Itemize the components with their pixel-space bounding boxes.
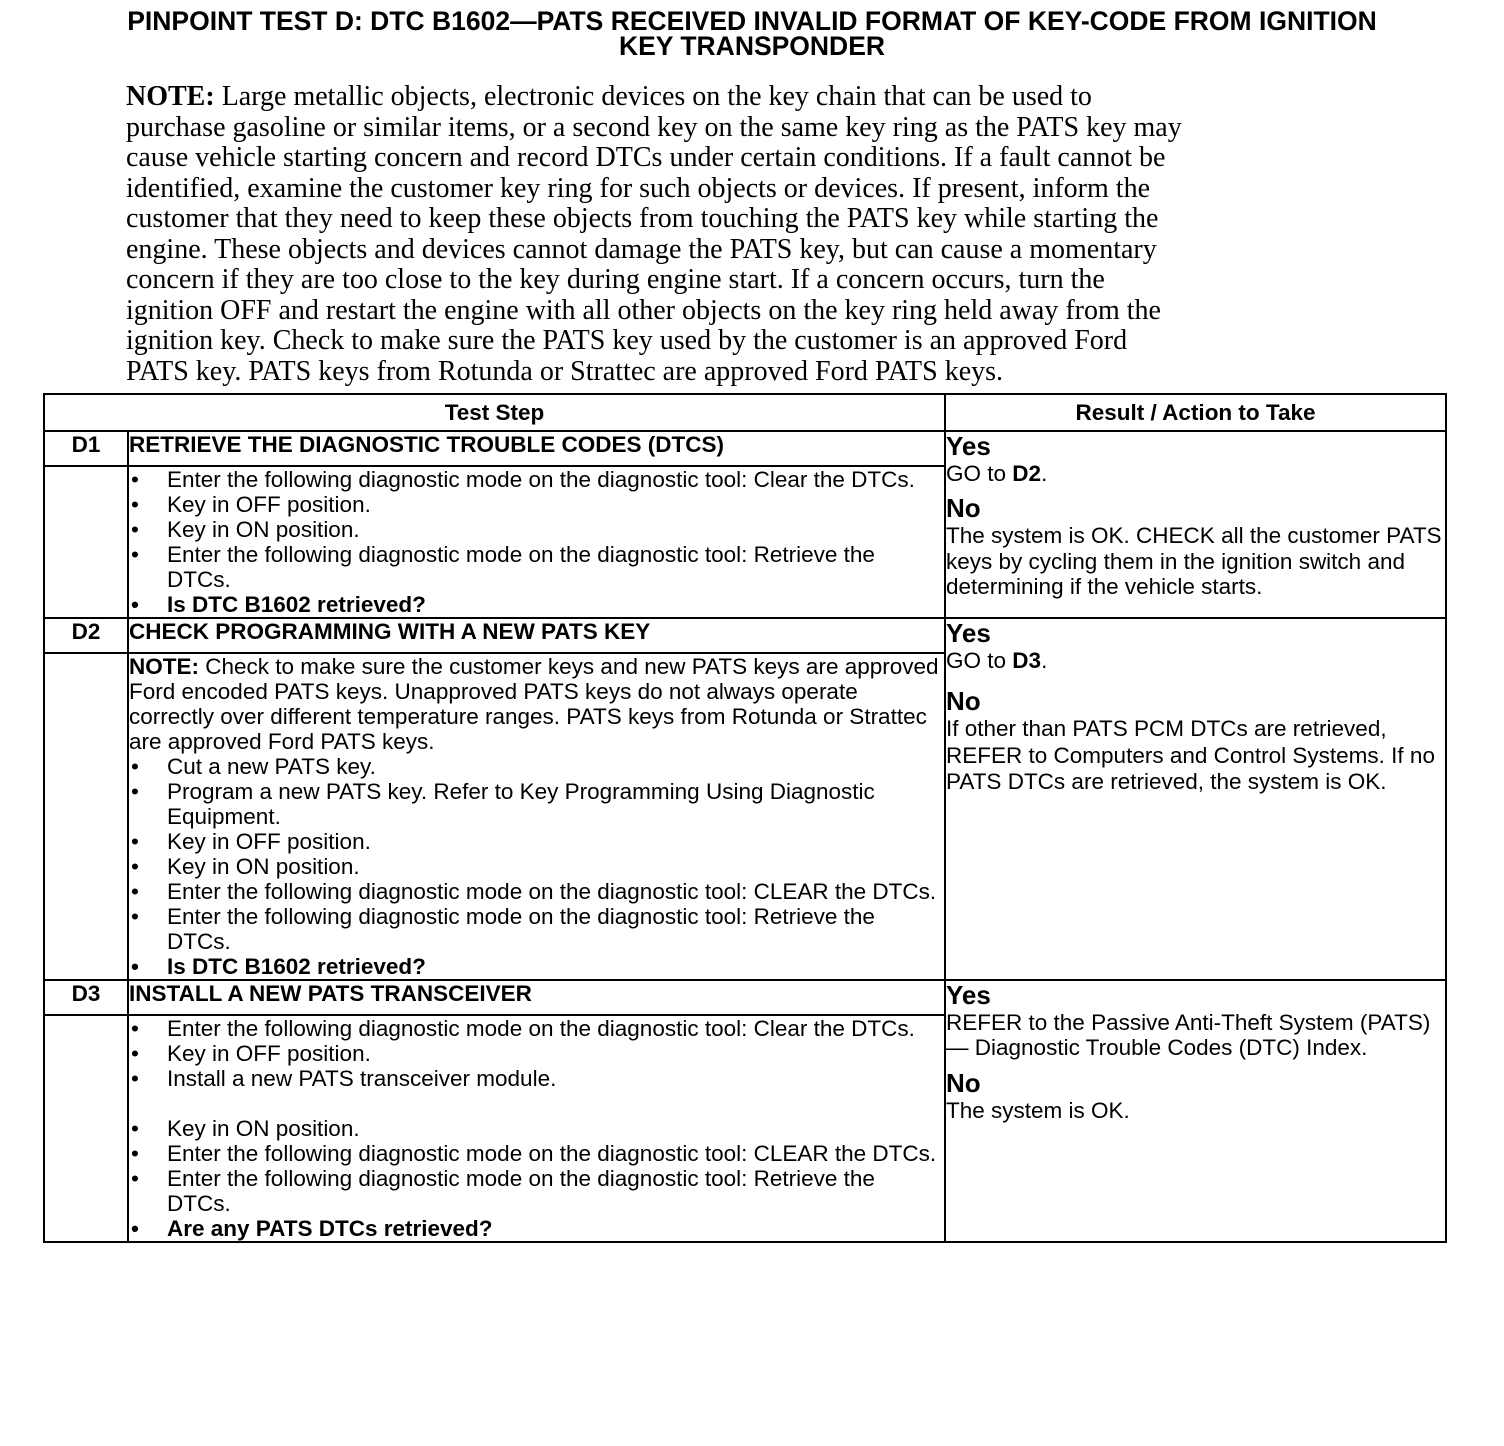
step-id-spacer: [44, 653, 128, 980]
header-test-step: Test Step: [44, 394, 945, 431]
note-line-9: ignition key. Check to make sure the PATS key used by the customer is an approved Ford: [126, 325, 1128, 356]
list-item: • Key in OFF position.: [129, 1041, 944, 1066]
yes-label: Yes: [946, 618, 991, 648]
title-line-1: PINPOINT TEST D: DTC B1602—PATS RECEIVED INVALID FORMAT OF KEY-CODE FROM IGNITION: [127, 6, 1377, 36]
list-item: • Enter the following diagnostic mode on the diagnostic tool: CLEAR the DTCs.: [129, 1141, 944, 1166]
list-item: • Key in OFF position.: [129, 492, 944, 517]
yes-label: Yes: [946, 980, 991, 1010]
note-line-3: cause vehicle starting concern and record DTCs under certain conditions. If a fault cannot be: [126, 142, 1166, 173]
list-item-question: • Is DTC B1602 retrieved?: [129, 592, 944, 617]
no-action: The system is OK. CHECK all the customer PATS keys by cycling them in the ignition switch and determining if the vehicle starts.: [946, 523, 1442, 599]
step-d2-note: NOTE: Check to make sure the customer keys and new PATS keys are approved Ford encoded PATS keys. Unapproved PATS keys do not always operate correctly over different temperature ranges. PATS keys from Rotunda or Strattec are approved Ford PATS keys.: [129, 654, 939, 754]
list-item: • Install a new PATS transceiver module.: [129, 1066, 944, 1091]
note-line-1: NOTE: Large metallic objects, electronic devices on the key chain that can be used to: [126, 81, 1092, 112]
list-item-question: • Is DTC B1602 retrieved?: [129, 954, 944, 979]
step-id: D1: [44, 431, 128, 466]
no-label: No: [946, 1067, 981, 1098]
yes-action: GO to D3.: [946, 648, 1048, 673]
page-title: [40, 6, 1464, 61]
note-line-10: PATS key. PATS keys from Rotunda or Strattec are approved Ford PATS keys.: [126, 355, 1004, 387]
no-action: The system is OK.: [946, 1097, 1130, 1123]
step-title: INSTALL A NEW PATS TRANSCEIVER: [128, 980, 945, 1015]
list-item: • Key in OFF position.: [129, 829, 944, 854]
note-line-6: engine. These objects and devices cannot damage the PATS key, but can cause a momentary: [126, 233, 1157, 265]
list-item: • Enter the following diagnostic mode on the diagnostic tool: Retrieve the DTCs.: [129, 542, 944, 592]
list-item: • Enter the following diagnostic mode on the diagnostic tool: Retrieve the DTCs.: [129, 904, 944, 954]
note-line-8: ignition OFF and restart the engine with all other objects on the key ring held away from the: [126, 294, 1161, 326]
step-d3-result: [945, 980, 1446, 1242]
step-d2-result: [945, 618, 1446, 980]
list-item: • Enter the following diagnostic mode on the diagnostic tool: Clear the DTCs.: [129, 1016, 944, 1041]
intro-note: [126, 82, 1446, 387]
step-id-spacer: [44, 466, 128, 618]
title-line-2: KEY TRANSPONDER: [618, 31, 886, 61]
yes-label: Yes: [946, 431, 991, 461]
list-item-question: • Are any PATS DTCs retrieved?: [129, 1216, 944, 1241]
goto-link-d3[interactable]: D3: [1012, 648, 1042, 673]
step-id: D2: [44, 618, 128, 653]
step-d1-bullets: [129, 467, 944, 617]
no-label: No: [946, 493, 981, 524]
list-item: • Enter the following diagnostic mode on the diagnostic tool: CLEAR the DTCs.: [129, 879, 944, 904]
yes-action: REFER to the Passive Anti-Theft System (PATS) — Diagnostic Trouble Codes (DTC) Index.: [946, 1010, 1431, 1061]
step-id-spacer: [44, 1015, 128, 1242]
step-id: D3: [44, 980, 128, 1015]
no-action: If other than PATS PCM DTCs are retrieved, REFER to Computers and Control Systems. If no PATS DTCs are retrieved, the system is OK.: [946, 716, 1435, 794]
header-result-action: Result / Action to Take: [945, 394, 1446, 431]
step-d2-body: [128, 653, 945, 980]
note-line-5: customer that they need to keep these objects from touching the PATS key while starting the: [126, 203, 1159, 234]
goto-link-d2[interactable]: D2: [1012, 461, 1042, 486]
list-item: • Key in ON position.: [129, 854, 944, 879]
step-title: RETRIEVE THE DIAGNOSTIC TROUBLE CODES (DTCS): [128, 431, 945, 466]
list-item: • Cut a new PATS key.: [129, 754, 944, 779]
step-note-label: NOTE:: [129, 654, 199, 679]
step-d3-title-row: [44, 980, 1446, 1015]
no-label: No: [946, 686, 981, 717]
step-d3-body: [128, 1015, 945, 1242]
list-item: • Program a new PATS key. Refer to Key Programming Using Diagnostic Equipment.: [129, 779, 944, 829]
step-title: CHECK PROGRAMMING WITH A NEW PATS KEY: [128, 618, 945, 653]
step-d2-title-row: [44, 618, 1446, 653]
pinpoint-test-table: [43, 393, 1447, 1243]
list-item: • Enter the following diagnostic mode on the diagnostic tool: Clear the DTCs.: [129, 467, 944, 492]
step-d2-bullets: [129, 754, 944, 979]
step-d1-body: [128, 466, 945, 618]
yes-action: GO to D2.: [946, 461, 1048, 486]
list-item: • Key in ON position.: [129, 517, 944, 542]
note-label: NOTE:: [126, 81, 215, 112]
note-line-4: identified, examine the customer key ring for such objects or devices. If present, inform the: [126, 172, 1150, 204]
step-d3-bullets: [129, 1016, 944, 1241]
step-d1-title-row: [44, 431, 1446, 466]
step-d1-result: [945, 431, 1446, 618]
table-header-row: [44, 394, 1446, 431]
list-item: • Key in ON position.: [129, 1116, 944, 1141]
list-item: • Enter the following diagnostic mode on the diagnostic tool: Retrieve the DTCs.: [129, 1166, 944, 1216]
note-line-2: purchase gasoline or similar items, or a second key on the same key ring as the PATS key may: [126, 111, 1182, 143]
note-line-7: concern if they are too close to the key during engine start. If a concern occurs, turn the: [126, 264, 1105, 295]
